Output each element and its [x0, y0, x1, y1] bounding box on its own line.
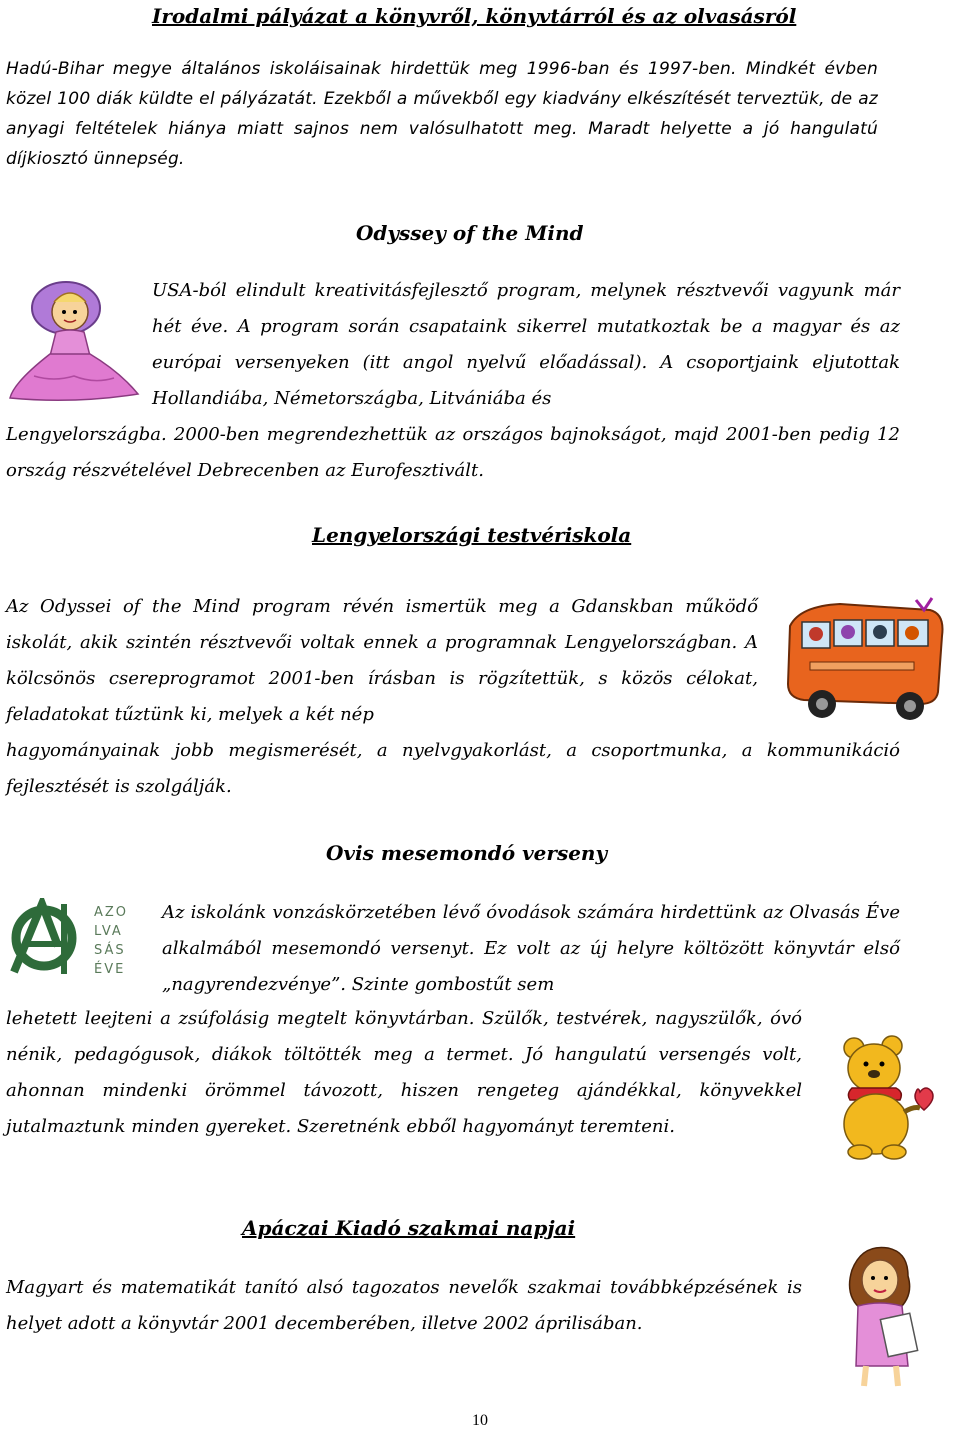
- section-title-irodalmi-palyazat: Irodalmi pályázat a könyvről, könyvtárról és az olvasásról: [152, 4, 797, 28]
- paragraph-testveriskola-full: hagyományainak jobb megismerését, a nyelvgyakorlást, a csoportmunka, a kommunikáció fejlesztését is szolgálják.: [6, 740, 900, 797]
- paragraph-ovis-narrow: lehetett leejteni a zsúfolásig megtelt könyvtárban. Szülők, testvérek, nagyszülők, óvó nénik, pedagógusok, diákok töltötték meg a termet. Jó hangulatú versengés volt, ahonnan mindenki örömmel távozott, hiszen rengeteg ajándékkal, könyvekkel jutalmaztunk minden gyereket. Szeretnénk ebből hagyományt teremteni.: [6, 1008, 802, 1137]
- logo-line-3: SÁS: [94, 943, 126, 958]
- paragraph-ovis-indented: Az iskolánk vonzáskörzetében lévő óvodások számára hirdettünk az Olvasás Éve alkalmából mesemondó versenyt. Ez volt az új helyre költözött könyvtár első „nagyrendezvénye”. Szinte gombostűt sem: [162, 902, 900, 995]
- section-title-ovis-mesemondo: Ovis mesemondó verseny: [326, 841, 608, 865]
- section-title-apaczai: Apáczai Kiadó szakmai napjai: [242, 1216, 576, 1240]
- school-bus-illustration: [780, 596, 950, 722]
- paragraph-odyssey-full: Lengyelországba. 2000-ben megrendezhettük az országos bajnokságot, majd 2001-ben pedig 12 ország részvételével Debrecenben az Eurofesztivált.: [6, 424, 900, 481]
- paragraph-testveriskola-narrow: Az Odyssei of the Mind program révén ismertük meg a Gdanskban működő iskolát, akik szintén résztvevői voltak ennek a programnak Lengyelországban. A kölcsönös csereprogramot 2001-ben írásban is rögzítettük, s közös célokat, feladatokat tűztünk ki, melyek a két nép: [6, 596, 758, 725]
- page-number: 10: [472, 1412, 488, 1429]
- girl-in-dress-illustration: [4, 272, 144, 404]
- paragraph-odyssey-indented: USA-ból elindult kreativitásfejlesztő program, melynek résztvevői vagyunk már hét éve. A program során csapataink sikerrel mutatkoztak be a magyar és az európai versenyeken (itt angol nyelvű előadással). A csoportjaink eljutottak Hollandiába, Németországba, Litvániába és: [152, 280, 900, 409]
- paragraph-apaczai: Magyart és matematikát tanító alsó tagozatos nevelők szakmai továbbképzésének is helyet adott a könyvtár 2001 decemberében, illetve 2002 áprilisában.: [6, 1277, 802, 1334]
- logo-line-1: AZO: [94, 905, 129, 920]
- section-title-odyssey: Odyssey of the Mind: [356, 221, 584, 245]
- winnie-the-pooh-illustration: [830, 1030, 940, 1160]
- logo-line-2: LVA: [94, 924, 123, 939]
- olvasas-eve-logo: [4, 898, 154, 980]
- teacher-illustration: [822, 1240, 932, 1390]
- section-title-testveriskola: Lengyelországi testvériskola: [312, 523, 632, 547]
- paragraph-irodalmi-palyazat: Hadú-Bihar megye általános iskoláisainak hirdettük meg 1996-ban és 1997-ben. Mindkét évben közel 100 diák küldte el pályázatát. Ezekből a művekből egy kiadvány elkészítését terveztük, de az anyagi feltételek hiánya miatt sajnos nem valósulhatott meg. Maradt helyette a jó hangulatú díjkiosztó ünnepség.: [6, 59, 878, 169]
- logo-line-4: ÉVE: [94, 962, 126, 977]
